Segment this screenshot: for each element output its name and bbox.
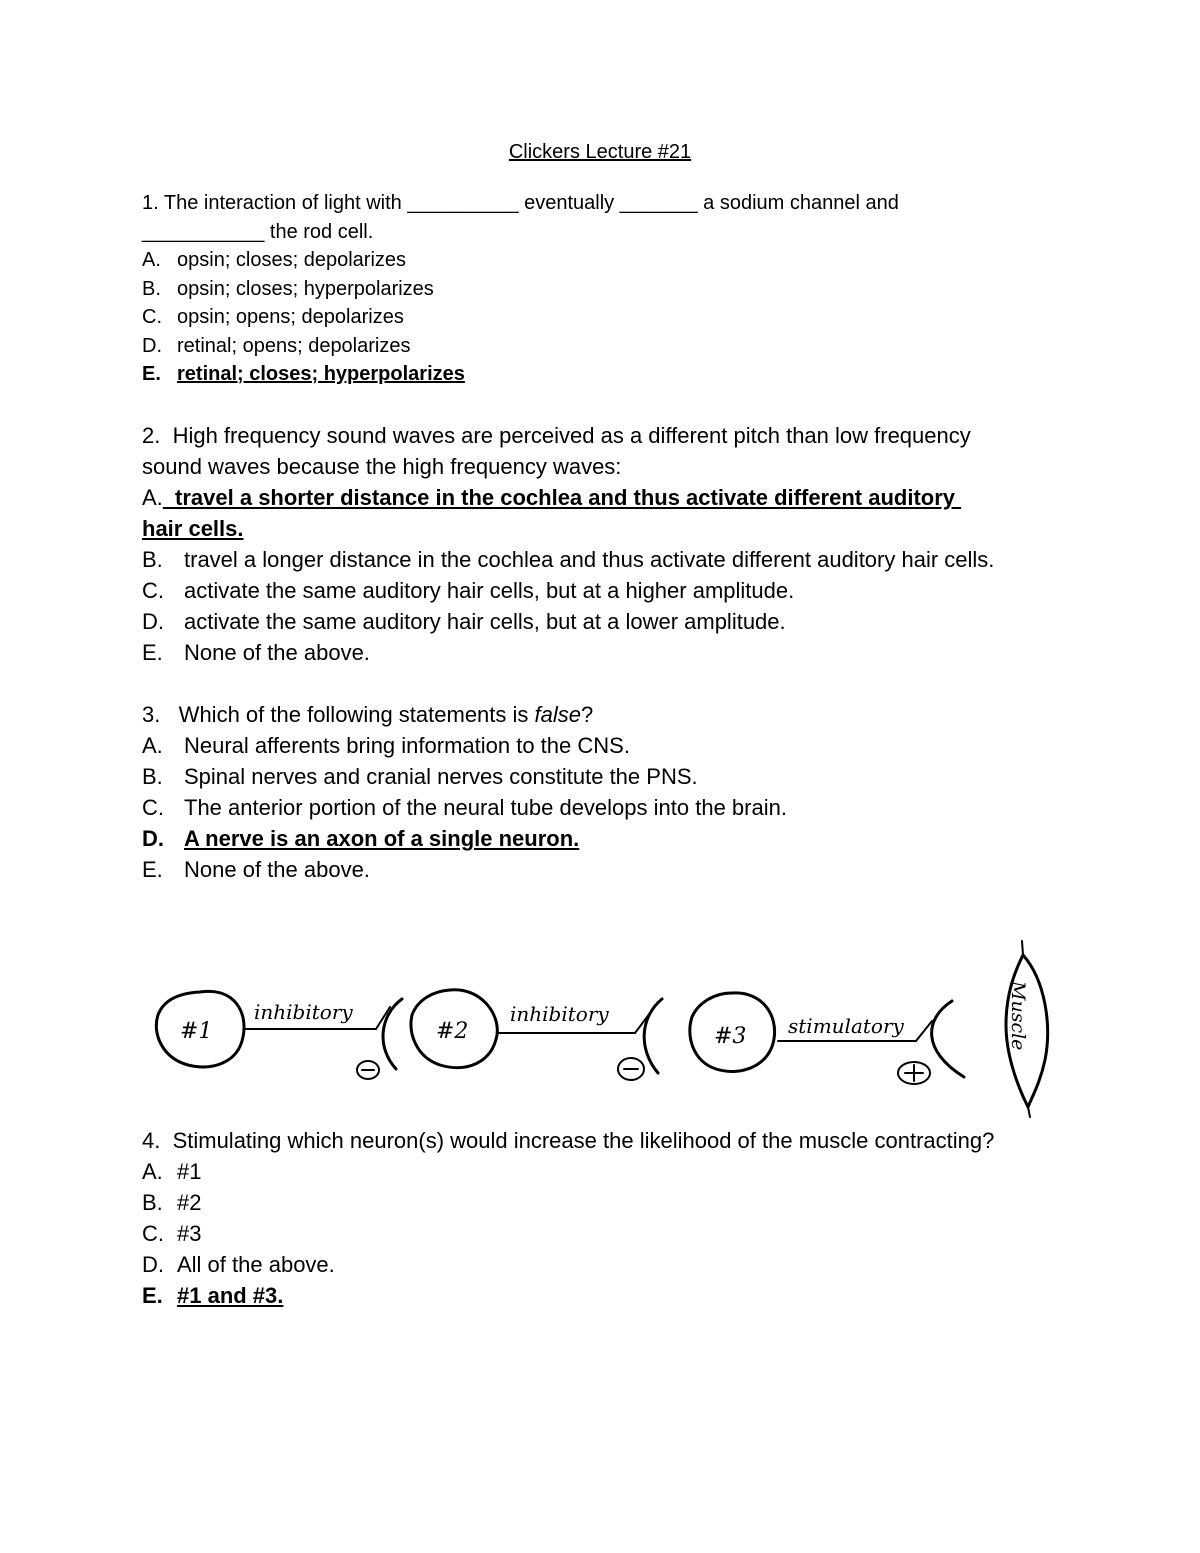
- option-letter: C.: [142, 306, 162, 328]
- option-letter: D.: [142, 826, 164, 851]
- synapse-label-2: inhibitory: [510, 1002, 609, 1026]
- option-text: #3: [177, 1221, 202, 1246]
- option-text: The anterior portion of the neural tube develops into the brain.: [184, 795, 787, 820]
- muscle-label: Muscle: [1007, 981, 1029, 1051]
- option-text: None of the above.: [184, 640, 370, 665]
- q2-option-e: [142, 637, 1062, 668]
- option-letter: E.: [142, 857, 163, 882]
- muscle-tendon-top: [1022, 941, 1023, 955]
- synapse-2-tick: [635, 1013, 650, 1033]
- q4-option-c: [142, 1218, 1062, 1249]
- option-text: travel a shorter distance in the cochlea and thus activate different auditory: [162, 485, 962, 510]
- q4-option-d: [142, 1249, 1062, 1280]
- option-letter: E.: [142, 1283, 163, 1308]
- question-2-stem-line-2: sound waves because the high frequency waves:: [142, 454, 622, 479]
- option-letter: E.: [142, 640, 163, 665]
- q3-option-b: [142, 761, 1062, 792]
- option-letter: C.: [142, 578, 164, 603]
- option-letter: C.: [142, 795, 164, 820]
- option-text: opsin; opens; depolarizes: [177, 306, 404, 328]
- option-letter: E.: [142, 363, 161, 385]
- muscle-tendon-bottom: [1028, 1107, 1030, 1117]
- option-text: activate the same auditory hair cells, but at a higher amplitude.: [184, 578, 795, 603]
- question-1: [142, 189, 1062, 389]
- option-text: #1 and #3.: [177, 1283, 284, 1308]
- option-letter: A.: [142, 485, 163, 510]
- question-4-stem: 4. Stimulating which neuron(s) would increase the likelihood of the muscle contracting?: [142, 1128, 995, 1153]
- synapse-3-tick: [916, 1021, 932, 1041]
- synapse-label-3: stimulatory: [788, 1014, 904, 1038]
- synapse-2-curve: [644, 999, 662, 1073]
- q2-option-d: [142, 606, 1062, 637]
- synapse-3-curve: [932, 1001, 964, 1077]
- q3-option-d-correct: [142, 823, 1062, 854]
- question-3-stem: [142, 699, 1062, 730]
- option-letter: D.: [142, 609, 164, 634]
- option-text: activate the same auditory hair cells, but at a lower amplitude.: [184, 609, 786, 634]
- q4-option-a: [142, 1156, 1062, 1187]
- q2-option-b: [142, 544, 1062, 575]
- option-letter: D.: [142, 1252, 164, 1277]
- option-text: A nerve is an axon of a single neuron.: [184, 826, 580, 851]
- neuron-label-3: #3: [714, 1024, 747, 1049]
- q1-option-d: [142, 332, 1062, 361]
- q1-option-e-correct: [142, 360, 1062, 389]
- q3-option-c: [142, 792, 1062, 823]
- option-text: Spinal nerves and cranial nerves constitute the PNS.: [184, 764, 698, 789]
- question-3: [142, 699, 1062, 885]
- option-text: retinal; closes; hyperpolarizes: [177, 363, 465, 385]
- option-text: travel a longer distance in the cochlea and thus activate different auditory hair cells.: [184, 547, 995, 572]
- q2-option-a-correct: [142, 482, 1062, 513]
- neuron-label-1: #1: [180, 1019, 213, 1044]
- option-letter: A.: [142, 1159, 163, 1184]
- option-text: opsin; closes; depolarizes: [177, 249, 407, 271]
- question-2: [142, 420, 1062, 668]
- option-text: All of the above.: [177, 1252, 335, 1277]
- question-3-stem-text: 3. Which of the following statements is: [142, 702, 535, 727]
- q1-option-c: [142, 303, 1062, 332]
- option-letter: D.: [142, 334, 162, 357]
- option-text: #2: [177, 1190, 202, 1215]
- option-letter: C.: [142, 1221, 164, 1246]
- option-letter: A.: [142, 249, 161, 271]
- option-letter: B.: [142, 547, 163, 572]
- option-letter: B.: [142, 764, 163, 789]
- q3-option-a: [142, 730, 1062, 761]
- option-letter: B.: [142, 1190, 163, 1215]
- option-text: Neural afferents bring information to the CNS.: [184, 733, 630, 758]
- q1-option-a: [142, 246, 1062, 275]
- q2-option-a-continued: [142, 513, 1062, 544]
- neuron-circuit-diagram: [140, 935, 1070, 1125]
- question-2-stem-line-1: 2. High frequency sound waves are perceived as a different pitch than low frequency: [142, 423, 971, 448]
- option-text-continued: hair cells.: [142, 516, 244, 541]
- question-3-stem-emphasis: false: [534, 702, 581, 727]
- question-1-stem-line-1: 1. The interaction of light with __________ eventually _______ a sodium channel and: [142, 192, 899, 214]
- neuron-label-2: #2: [436, 1019, 469, 1044]
- page-title: Clickers Lecture #21: [508, 141, 692, 163]
- question-1-stem-line-2: ___________ the rod cell.: [142, 220, 374, 243]
- option-text: opsin; closes; hyperpolarizes: [177, 277, 434, 300]
- option-letter: A.: [142, 733, 163, 758]
- synapse-label-1: inhibitory: [254, 1000, 353, 1024]
- synapse-1-curve: [383, 999, 402, 1069]
- option-letter: B.: [142, 277, 161, 300]
- question-3-stem-end: ?: [581, 702, 594, 727]
- option-text: #1: [177, 1159, 202, 1184]
- q4-option-b: [142, 1187, 1062, 1218]
- option-text: retinal; opens; depolarizes: [177, 334, 411, 357]
- q4-option-e-correct: [142, 1280, 1062, 1311]
- question-4: [142, 1125, 1062, 1311]
- q3-option-e: [142, 854, 1062, 885]
- q1-option-b: [142, 275, 1062, 304]
- q2-option-c: [142, 575, 1062, 606]
- option-text: None of the above.: [184, 857, 370, 882]
